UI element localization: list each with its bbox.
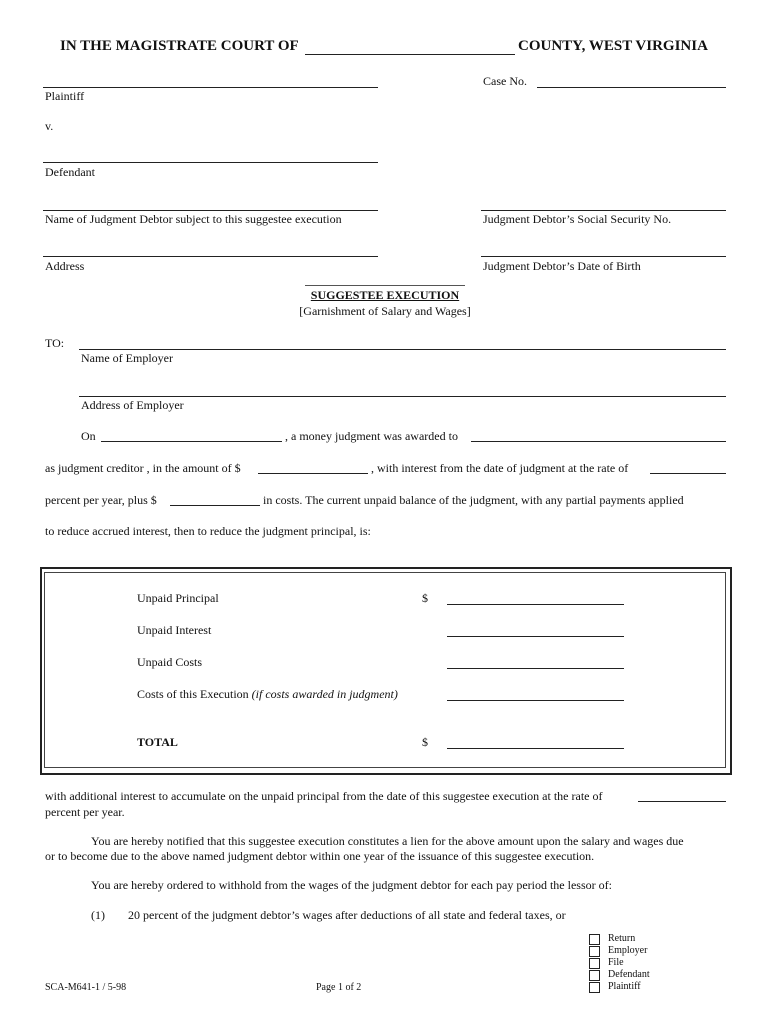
document-title: SUGGESTEE EXECUTION [310,288,460,302]
plaintiff-label: Plaintiff [45,89,85,103]
money-judgment-text: , a money judgment was awarded to [285,429,458,443]
costs-execution-text: Costs of this Execution [137,687,249,701]
county-field[interactable] [305,54,515,55]
employer-address-label: Address of Employer [81,398,184,412]
address-label: Address [45,259,85,273]
plaintiff-dist-label: Plaintiff [608,981,641,992]
plaintiff-field[interactable] [43,87,378,88]
ssn-label: Judgment Debtor’s Social Security No. [483,212,672,226]
ssn-field[interactable] [481,210,726,211]
defendant-label: Defendant [45,165,95,179]
interest-rate-field[interactable] [650,473,726,474]
additional-rate-field[interactable] [638,801,726,802]
principal-dollar-sign: $ [422,591,428,605]
employer-label: Employer [608,945,648,956]
costs-text: in costs. The current unpaid balance of the judgment, with any partial payments applied [263,493,684,507]
total-field[interactable] [447,748,624,749]
unpaid-costs-label: Unpaid Costs [137,655,203,669]
dob-label: Judgment Debtor’s Date of Birth [483,259,641,273]
percent-per-year-text: percent per year. [45,805,125,819]
unpaid-principal-label: Unpaid Principal [137,591,219,605]
document-subtitle: [Garnishment of Salary and Wages] [299,304,471,318]
costs-execution-field[interactable] [447,700,624,701]
debtor-name-field[interactable] [43,210,378,211]
employer-name-field[interactable] [79,349,726,350]
address-field[interactable] [43,256,378,257]
page-number: Page 1 of 2 [316,982,362,993]
creditor-field[interactable] [471,441,726,442]
unpaid-interest-field[interactable] [447,636,624,637]
employer-address-field[interactable] [79,396,726,397]
debtor-name-label: Name of Judgment Debtor subject to this suggestee execution [45,212,342,226]
case-no-label: Case No. [483,74,527,88]
file-checkbox[interactable] [589,958,600,969]
item1-number: (1) [91,908,105,922]
item1-text: 20 percent of the judgment debtor’s wages after deductions of all state and federal taxes, or [128,908,566,922]
return-label: Return [608,933,636,944]
judgment-date-field[interactable] [101,441,282,442]
to-label: TO: [45,336,65,350]
on-label: On [81,429,96,443]
judgment-amount-field[interactable] [258,473,368,474]
defendant-checkbox[interactable] [589,970,600,981]
total-dollar-sign: $ [422,735,428,749]
employer-checkbox[interactable] [589,946,600,957]
return-checkbox[interactable] [589,934,600,945]
creditor-text: as judgment creditor , in the amount of $ [45,461,241,475]
costs-execution-note: (if costs awarded in judgment) [251,687,398,701]
withhold-order-text: You are hereby ordered to withhold from the wages of the judgment debtor for each pay period the lessor of: [91,878,612,892]
unpaid-costs-field[interactable] [447,668,624,669]
costs-amount-field[interactable] [170,505,260,506]
title-rule [305,285,465,286]
lien-notice-line1: You are hereby notified that this suggestee execution constitutes a lien for the above amount upon the salary and wages due [91,834,684,848]
file-label: File [608,957,624,968]
interest-text: , with interest from the date of judgment at the rate of [371,461,629,475]
unpaid-principal-field[interactable] [447,604,624,605]
defendant-dist-label: Defendant [608,969,650,980]
costs-execution-label [137,687,398,702]
unpaid-interest-label: Unpaid Interest [137,623,212,637]
lien-notice-line2: or to become due to the above named judgment debtor within one year of the issuance of this suggestee execution. [45,849,595,863]
form-id: SCA-M641-1 / 5-98 [45,982,127,993]
defendant-field[interactable] [43,162,378,163]
court-title-suffix: COUNTY, WEST VIRGINIA [518,38,708,54]
employer-name-label: Name of Employer [81,351,173,365]
case-no-field[interactable] [537,87,726,88]
additional-interest-text: with additional interest to accumulate on the unpaid principal from the date of this suggestee execution at the rate of [45,789,603,803]
total-label: TOTAL [137,735,178,749]
percent-plus-text: percent per year, plus $ [45,493,157,507]
court-title-prefix: IN THE MAGISTRATE COURT OF [60,38,299,54]
plaintiff-checkbox[interactable] [589,982,600,993]
dob-field[interactable] [481,256,726,257]
reduce-text: to reduce accrued interest, then to reduce the judgment principal, is: [45,524,371,538]
versus-label: v. [45,119,54,133]
